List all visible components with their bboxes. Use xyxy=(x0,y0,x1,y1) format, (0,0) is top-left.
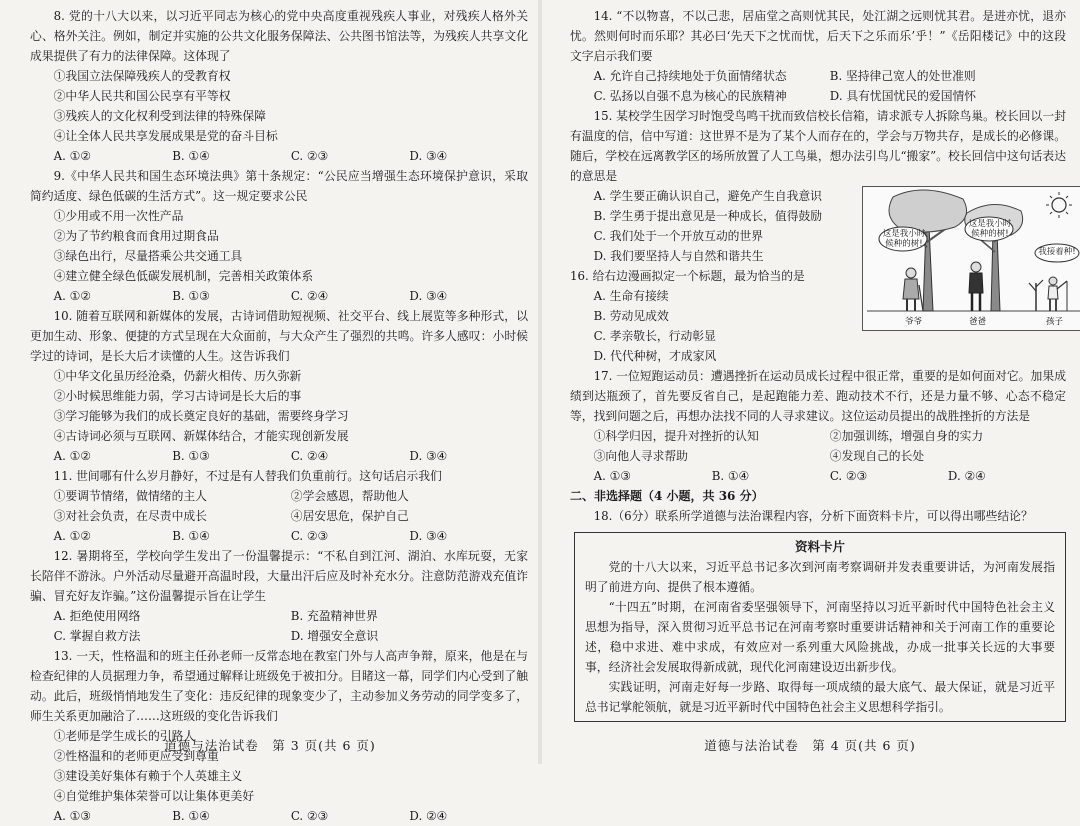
material-card-p3: 实践证明，河南走好每一步路、取得每一项成绩的最大底气、最大保证，就是习近平总书记掌舵领航，就是习近平新时代中国特色社会主义思想科学指引。 xyxy=(585,680,1055,714)
q8-choice-d: D. ③④ xyxy=(409,149,448,163)
q14-choice-c: C. 弘扬以自强不息为核心的民族精神 xyxy=(593,89,787,103)
q13-choice-b: B. ①④ xyxy=(172,809,210,823)
bubble-right-text: 我接着种! xyxy=(1038,247,1076,257)
material-card-p1: 党的十八大以来，习近平总书记多次到河南考察调研并发表重要讲话，为河南发展指明了前进方向、提供了根本遵循。 xyxy=(585,560,1055,594)
q17-item-3: ③向他人寻求帮助 xyxy=(593,449,688,463)
q16-choice-a: A. 生命有接续 xyxy=(593,289,669,303)
q9-choice-a: A. ①② xyxy=(53,289,91,303)
q17-item-4: ④发现自己的长处 xyxy=(829,449,925,463)
q11-items xyxy=(30,486,528,526)
q10-choice-a: A. ①② xyxy=(53,449,91,463)
label-grandpa: 爷爷 xyxy=(905,317,923,327)
q17-choices xyxy=(570,466,1066,486)
speech-bubble-mid xyxy=(965,217,1013,241)
q15-choice-a: A. 学生要正确认识自己，避免产生自我意识 xyxy=(593,189,822,203)
q9-choice-d: D. ③④ xyxy=(409,289,448,303)
q11-item-2: ②学会感恩，帮助他人 xyxy=(290,489,409,503)
label-dad: 爸爸 xyxy=(969,317,987,327)
q13-choices xyxy=(30,806,528,826)
q13-choice-d: D. ②④ xyxy=(409,809,448,823)
q16-choice-d: D. 代代种树，才成家风 xyxy=(593,349,717,363)
q14-stem: 14. “不以物喜，不以己悲，居庙堂之高则忧其民，处江湖之远则忧其君。是进亦忧，退亦忧。然则何时而乐耶？其必曰‘先天下之忧而忧，后天下之乐而乐’乎！”《岳阳楼记》中的这段文字启示我们要 xyxy=(570,9,1066,63)
q13-stem: 13. 一天，性格温和的班主任孙老师一反常态地在教室门外与人高声争辩，原来，他是在与检查纪律的人员据理力争，希望通过解释让班级免于被扣分。目睹这一幕，同学们内心受到了触动。此后，班级悄悄地发生了变化：违反纪律的现象变少了，主动参加义务劳动的同学变多了，师生关系更加融洽了……这班级的变化告诉我们 xyxy=(30,649,528,723)
q8-choices xyxy=(30,146,528,166)
q12-stem: 12. 暑期将至，学校向学生发出了一份温馨提示：“不私自到江河、湖泊、水库玩耍，无家长陪伴不游泳。户外活动尽量避开高温时段，大量出汗后应及时补充水分。注意防范游戏充值诈骗、冒充好友诈骗。”这份温馨提示旨在让学生 xyxy=(30,549,528,603)
bubble-mid-text: 这是我小时候种的树! xyxy=(968,219,1012,239)
q8-item-2: ②中华人民共和国公民享有平等权 xyxy=(53,89,231,103)
q17-item-2: ②加强训练，增强自身的实力 xyxy=(829,429,984,443)
q14-choice-a: A. 允许自己持续地处于负面情绪状态 xyxy=(593,69,787,83)
q14-choice-b: B. 坚持律己宽人的处世准则 xyxy=(829,69,976,83)
q16-choice-c: C. 孝亲敬长，行动彰显 xyxy=(593,329,716,343)
q14-choice-d: D. 具有忧国忧民的爱国情怀 xyxy=(829,89,977,103)
q10-choice-d: D. ③④ xyxy=(409,449,448,463)
q14-choices xyxy=(570,66,1066,106)
q8-item-1: ①我国立法保障残疾人的受教育权 xyxy=(53,69,231,83)
q11-choice-b: B. ①④ xyxy=(172,529,210,543)
q11-choice-c: C. ②③ xyxy=(290,529,329,543)
q15-stem: 15. 某校学生因学习时饱受鸟鸣干扰而致信校长信箱，请求派专人拆除鸟巢。校长回以一封有温度的信，信中写道：这世界不是为了某个人而存在的，学会与万物共存，是成长的必修课。随后，学校在远离教学区的场所放置了人工鸟巢，想办法引鸟儿“搬家”。校长回信中这句话表达的意思是 xyxy=(570,109,1066,183)
kid-figure xyxy=(1048,277,1067,311)
grandpa-figure xyxy=(903,268,923,311)
q17-choice-c: C. ②③ xyxy=(829,469,868,483)
q13-choice-c: C. ②③ xyxy=(290,809,329,823)
tree-planting-cartoon xyxy=(862,186,1080,331)
dad-figure xyxy=(969,262,983,311)
q10-choice-c: C. ②④ xyxy=(290,449,329,463)
q15-q16-block xyxy=(570,186,1076,366)
q10-choice-b: B. ①③ xyxy=(172,449,210,463)
q10-item-1: ①中华文化虽历经沧桑，仍薪火相传、历久弥新 xyxy=(53,369,302,383)
q8-item-4: ④让全体人民共享发展成果是党的奋斗目标 xyxy=(53,129,278,143)
q13-item-3: ③建设美好集体有赖于个人英雄主义 xyxy=(53,769,243,783)
q15-choice-b: B. 学生勇于提出意见是一种成长，值得鼓励 xyxy=(593,209,823,223)
q17-choice-d: D. ②④ xyxy=(947,469,986,483)
q12-choice-b: B. 充盈精神世界 xyxy=(290,609,378,623)
material-card-p2: “十四五”时期，在河南省委坚强领导下，河南坚持以习近平新时代中国特色社会主义思想为指导，深入贯彻习近平总书记在河南考察时重要讲话精神和关于河南工作的重要论述，稳中求进、难中求成，有效应对一系列重大风险挑战，办成一批事关长远的大事要事，经济社会发展取得新成就，现代化河南建设迈出新步伐。 xyxy=(585,600,1055,674)
q11-choice-d: D. ③④ xyxy=(409,529,448,543)
sapling-icon xyxy=(1029,280,1043,311)
page-footer-3: 道德与法治试卷 第 3 页(共 6 页) xyxy=(164,738,376,753)
section-2-heading: 二、非选择题（4 小题，共 36 分） xyxy=(570,489,764,503)
material-card xyxy=(574,532,1066,722)
speech-bubble-right xyxy=(1035,244,1079,262)
q16-stem: 16. 给右边漫画拟定一个标题，最为恰当的是 xyxy=(570,269,805,283)
q12-choice-a: A. 拒绝使用网络 xyxy=(53,609,141,623)
q9-item-3: ③绿色出行，尽量搭乘公共交通工具 xyxy=(53,249,243,263)
q13-choice-a: A. ①③ xyxy=(53,809,91,823)
q12-choices xyxy=(30,606,528,646)
q11-stem: 11. 世间哪有什么岁月静好，不过是有人替我们负重前行。这句话启示我们 xyxy=(53,469,442,483)
sun-icon xyxy=(1046,192,1072,218)
q17-stem: 17. 一位短跑运动员：遭遇挫折在运动员成长过程中很正常，重要的是如何面对它。加果成绩到达瓶颈了，首先要反省自己，是起跑能力差、跑动技术不行，还是力量不够、心态不稳定等，找到问题之后，再想办法找不同的人寻求建议。这位运动员提出的战胜挫折的方法是 xyxy=(570,369,1066,423)
q16-choice-b: B. 劳动见成效 xyxy=(593,309,669,323)
q9-choices xyxy=(30,286,528,306)
q10-item-2: ②小时候思维能力弱，学习古诗词是长大后的事 xyxy=(53,389,302,403)
exam-page-4 xyxy=(540,0,1080,764)
q11-choice-a: A. ①② xyxy=(53,529,91,543)
q17-choice-a: A. ①③ xyxy=(593,469,631,483)
q10-item-3: ③学习能够为我们的成长奠定良好的基础，需要终身学习 xyxy=(53,409,349,423)
q8-choice-a: A. ①② xyxy=(53,149,91,163)
material-card-title: 资料卡片 xyxy=(794,539,845,554)
q11-item-4: ④居安思危，保护自己 xyxy=(290,509,409,523)
q8-stem: 8. 党的十八大以来，以习近平同志为核心的党中央高度重视残疾人事业，对残疾人格外关心、格外关注。例如，制定并实施的公共文化服务保障法、公共图书馆法等，为残疾人共享文化成果提供了有力的法律保障。这体现了 xyxy=(30,9,528,63)
q9-choice-b: B. ①③ xyxy=(172,289,210,303)
q13-item-2: ②性格温和的老师更应受到尊重 xyxy=(53,749,219,763)
q17-item-1: ①科学归因，提升对挫折的认知 xyxy=(593,429,759,443)
q11-choices xyxy=(30,526,528,546)
label-kid: 孩子 xyxy=(1046,317,1064,327)
q15-choice-c: C. 我们处于一个开放互动的世界 xyxy=(593,229,764,243)
q8-choice-b: B. ①④ xyxy=(172,149,210,163)
q11-item-3: ③对社会负责，在尽责中成长 xyxy=(53,509,207,523)
q10-item-4: ④古诗词必须与互联网、新媒体结合，才能实现创新发展 xyxy=(53,429,349,443)
q12-choice-d: D. 增强安全意识 xyxy=(290,629,379,643)
speech-bubble-left xyxy=(879,227,927,251)
cartoon-drawing xyxy=(863,187,1080,330)
q9-stem: 9.《中华人民共和国生态环境法典》第十条规定：“公民应当增强生态环境保护意识，采取简约适度、绿色低碳的生活方式”。这一规定要求公民 xyxy=(30,169,528,203)
q11-item-1: ①要调节情绪，做情绪的主人 xyxy=(53,489,207,503)
q12-choice-c: C. 掌握自救方法 xyxy=(53,629,141,643)
q13-item-1: ①老师是学生成长的引路人 xyxy=(53,729,196,743)
q15-choice-d: D. 我们要坚持人与自然和谐共生 xyxy=(593,249,764,263)
q17-items xyxy=(570,426,1066,466)
q10-choices xyxy=(30,446,528,466)
q9-choice-c: C. ②④ xyxy=(290,289,329,303)
q13-item-4: ④自觉维护集体荣誉可以让集体更美好 xyxy=(53,789,255,803)
q8-choice-c: C. ②③ xyxy=(290,149,329,163)
q9-item-4: ④建立健全绿色低碳发展机制，完善相关政策体系 xyxy=(53,269,314,283)
q9-item-1: ①少用或不用一次性产品 xyxy=(53,209,184,223)
page-footer-4: 道德与法治试卷 第 4 页(共 6 页) xyxy=(704,738,916,753)
q17-choice-b: B. ①④ xyxy=(711,469,750,483)
q15-q16-text xyxy=(570,186,825,366)
q9-item-2: ②为了节约粮食而食用过期食品 xyxy=(53,229,219,243)
q8-item-3: ③残疾人的文化权利受到法律的特殊保障 xyxy=(53,109,266,123)
exam-page-3 xyxy=(0,0,540,823)
bubble-left-text: 这是我小时候种的树! xyxy=(882,229,926,249)
q18-stem: 18.（6分）联系所学道德与法治课程内容，分析下面资料卡片，可以得出哪些结论？ xyxy=(593,509,1033,523)
q10-stem: 10. 随着互联网和新媒体的发展，古诗词借助短视频、社交平台、线上展览等多种形式，以更加生动、形象、便捷的方式呈现在大众面前，与大众产生了强烈的共鸣。许多人感叹：小时候学过的诗词，是长大后才读懂的人生。这告诉我们 xyxy=(30,309,528,363)
